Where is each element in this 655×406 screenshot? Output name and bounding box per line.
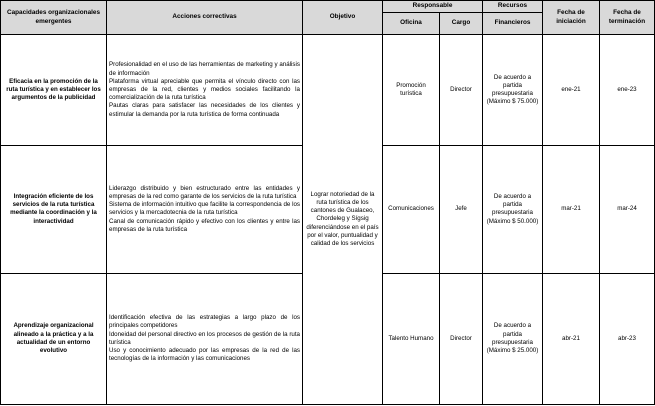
accion-item: Uso y conocimiento adecuado por las empresas de la red de las tecnologías de la información y las comunicaciones	[109, 347, 300, 363]
header-fecha-inicio: Fecha de iniciación	[543, 1, 600, 35]
capacidad-cell: Integración eficiente de los servicios de la ruta turística mediante la coordinación y la interactividad	[1, 146, 107, 273]
header-financieros: Financieros	[483, 13, 543, 35]
accion-item: Liderazgo distribuido y bien estructurado entre las entidades y empresas de la red como garante de los servicios de la ruta turística	[109, 184, 300, 201]
accion-item: Idoneidad del personal directivo en los procesos de gestión de la ruta turística	[109, 330, 300, 346]
accion-item: Plataforma virtual apreciable que permita el vínculo directo con las empresas de la red, clientes y medios sociales facilitando la comercialización de la ruta turística	[109, 77, 300, 102]
fecha-fin-cell: mar-24	[600, 146, 655, 273]
header-capacidades: Capacidades organizacionales emergentes	[1, 1, 107, 35]
acciones-cell	[107, 35, 303, 146]
cargo-cell: Jefe	[440, 146, 483, 273]
cargo-cell: Director	[440, 273, 483, 404]
oficina-cell: Promoción turística	[383, 35, 440, 146]
financieros-cell: De acuerdo a partida presupuestaria (Máximo $ 50.000)	[483, 146, 543, 273]
oficina-cell: Talento Humano	[383, 273, 440, 404]
oficina-cell: Comunicaciones	[383, 146, 440, 273]
accion-item: Identificación efectiva de las estrategias a largo plazo de los principales competidores	[109, 314, 300, 330]
header-fecha-fin: Fecha de terminación	[600, 1, 655, 35]
header-objetivo: Objetivo	[303, 1, 383, 35]
header-recursos: Recursos	[483, 1, 543, 13]
header-oficina: Oficina	[383, 13, 440, 35]
capacidad-cell: Eficacia en la promoción de la ruta turística y en establecer los argumentos de la publicidad	[1, 35, 107, 146]
accion-item: Sistema de información intuitivo que facilite la correspondencia de los servicios y la mercadotecnia de la ruta turística	[109, 201, 300, 217]
fecha-fin-cell: abr-23	[600, 273, 655, 404]
accion-item: Canal de comunicación rápido y efectivo con los clientes y entre las empresas de la ruta turística	[109, 217, 300, 233]
acciones-cell	[107, 273, 303, 404]
header-acciones: Acciones correctivas	[107, 1, 303, 35]
fecha-inicio-cell: ene-21	[543, 35, 600, 146]
header-cargo: Cargo	[440, 13, 483, 35]
objetivo-cell: Lograr notoriedad de la ruta turística de los cantones de Gualaceo, Chordeleg y Sígsig diferenciándose en el país por el valor, puntualidad y calidad de los servicios	[303, 35, 383, 405]
financieros-cell: De acuerdo a partida presupuestaria (Máximo $ 25.000)	[483, 273, 543, 404]
acciones-cell	[107, 146, 303, 273]
financieros-cell: De acuerdo a partida presupuestaria (Máximo $ 75.000)	[483, 35, 543, 146]
header-responsable: Responsable	[383, 1, 483, 13]
fecha-inicio-cell: abr-21	[543, 273, 600, 404]
accion-item: Pautas claras para satisfacer las necesidades de los clientes y estimular la demanda por la ruta turística de forma continuada	[109, 102, 300, 118]
fecha-inicio-cell: mar-21	[543, 146, 600, 273]
cargo-cell: Director	[440, 35, 483, 146]
header-row-top	[1, 1, 655, 13]
accion-item: Profesionalidad en el uso de las herramientas de marketing y análisis de información	[109, 61, 300, 77]
table-row	[1, 35, 655, 146]
fecha-fin-cell: ene-23	[600, 35, 655, 146]
capacidad-cell: Aprendizaje organizacional alineado a la práctica y a la actualidad de un entorno evolutivo	[1, 273, 107, 404]
